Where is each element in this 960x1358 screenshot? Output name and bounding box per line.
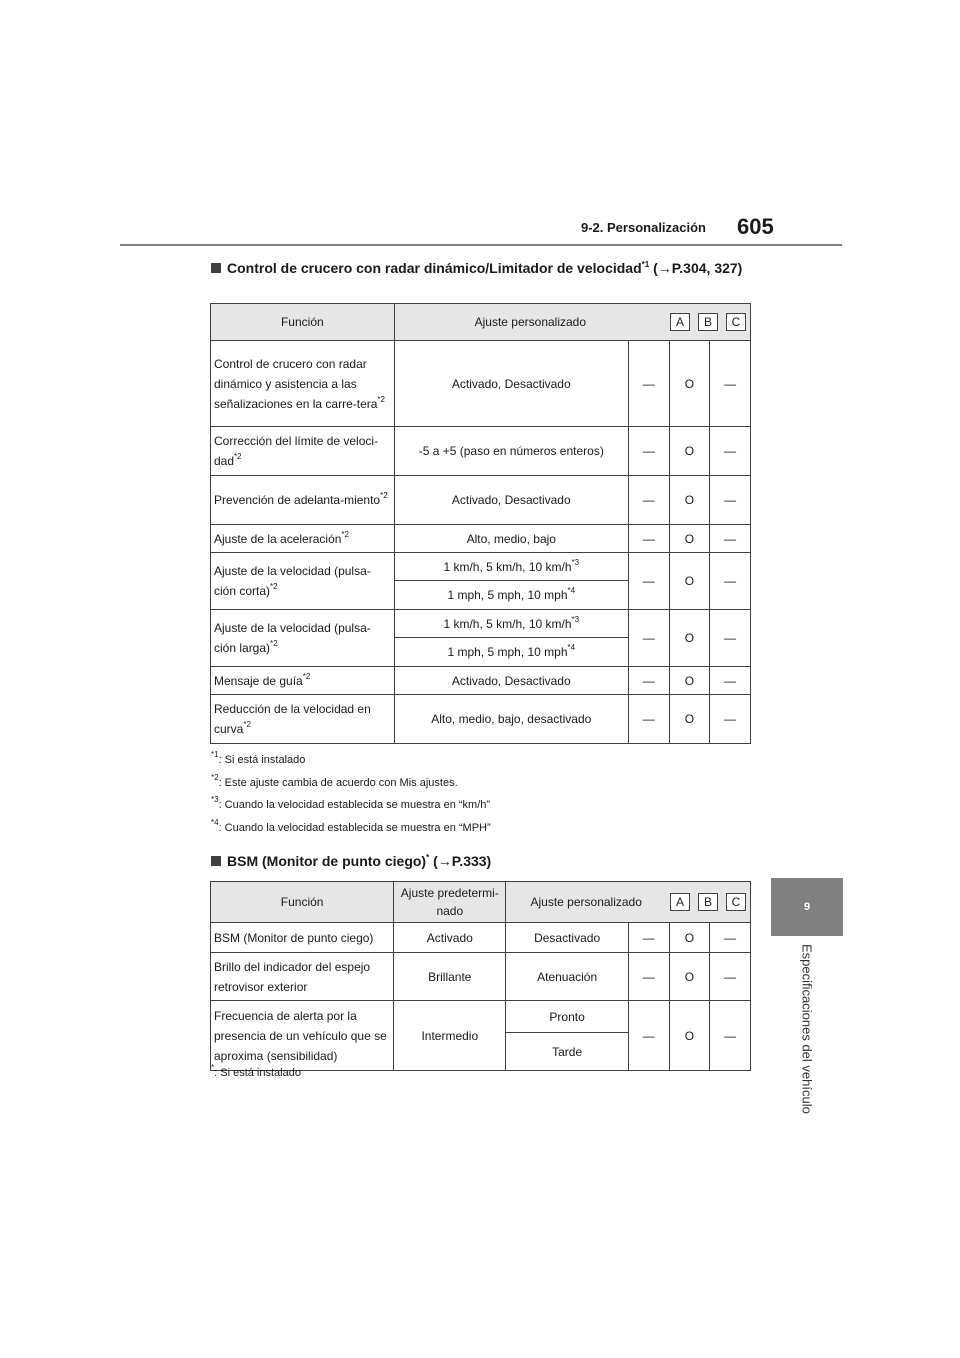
table-row [211, 953, 751, 1001]
col-c-cell: — [710, 341, 751, 427]
function-cell: Corrección del límite de veloci-dad$^{*2}$ [211, 427, 395, 476]
table-row [211, 553, 751, 581]
function-cell: Ajuste de la velocidad (pulsa-ción corta)$^{*2}$ [211, 553, 395, 610]
function-cell: Brillo del indicador del espejo retrovisor exterior [211, 953, 394, 1001]
function-cell: Mensaje de guía$^{*2}$ [211, 667, 395, 695]
section-title: 9-2. Personalización [581, 220, 706, 235]
custom-cell: Tarde [506, 1033, 628, 1071]
footnote: $^{*1}$: Si está instalado [211, 750, 306, 766]
value-cell: Alto, medio, bajo, desactivado [394, 695, 628, 744]
table-row [211, 427, 751, 476]
footnote: *: Si está instalado [211, 1063, 301, 1079]
col-b-cell: O [669, 667, 710, 695]
function-cell: Reducción de la velocidad en curva$^{*2}$ [211, 695, 395, 744]
col-header-custom: Ajuste personalizado A B C [394, 304, 750, 341]
col-c-cell: — [710, 553, 751, 610]
function-cell: Ajuste de la velocidad (pulsa-ción larga)$^{*2}$ [211, 610, 395, 667]
table-header-row [211, 882, 751, 923]
function-cell: Frecuencia de alerta por la presencia de un vehículo que se aproxima (sensibilidad) [211, 1001, 394, 1071]
col-a-cell: — [628, 1001, 669, 1071]
col-b-cell: O [669, 341, 710, 427]
col-a-cell: — [628, 923, 669, 953]
col-header-function: Función [211, 882, 394, 923]
value-cell: -5 a +5 (paso en números enteros) [394, 427, 628, 476]
default-cell: Activado [394, 923, 506, 953]
footnote: $^{*3}$: Cuando la velocidad establecida se muestra en “km/h” [211, 795, 491, 811]
col-a-cell: — [628, 553, 669, 610]
letter-c-box: C [726, 313, 746, 331]
col-b-cell: O [669, 553, 710, 610]
col-a-cell: — [628, 667, 669, 695]
col-c-cell: — [710, 525, 751, 553]
value-cell: 1 mph, 5 mph, 10 mph$^{*4}$ [394, 638, 628, 667]
col-c-cell: — [710, 1001, 751, 1071]
table-row [211, 923, 751, 953]
col-header-custom: Ajuste personalizado A B C [506, 882, 751, 923]
custom-cell: Pronto [506, 1001, 628, 1033]
value-cell: Alto, medio, bajo [394, 525, 628, 553]
col-b-cell: O [669, 953, 710, 1001]
col-b-cell: O [669, 427, 710, 476]
bullet-square-icon [211, 263, 221, 273]
bullet-square-icon [211, 856, 221, 866]
table-row [211, 667, 751, 695]
col-a-cell: — [628, 341, 669, 427]
col-a-cell: — [628, 476, 669, 525]
table-row [211, 1001, 751, 1033]
custom-cell: Atenuación [506, 953, 628, 1001]
col-a-cell: — [628, 525, 669, 553]
default-cell: Intermedio [394, 1001, 506, 1071]
col-b-cell: O [669, 923, 710, 953]
default-cell: Brillante [394, 953, 506, 1001]
table-row [211, 341, 751, 427]
col-a-cell: — [628, 427, 669, 476]
value-cell: Activado, Desactivado [394, 476, 628, 525]
chapter-tab: 9 [771, 878, 843, 936]
col-a-cell: — [628, 953, 669, 1001]
letter-c-box: C [726, 893, 746, 911]
acc-settings-table [210, 303, 751, 744]
function-cell: Control de crucero con radar dinámico y asistencia a las señalizaciones en la carre-tera$^{*2}$ [211, 341, 395, 427]
table-row [211, 476, 751, 525]
bsm-settings-table [210, 881, 751, 1071]
custom-cell: Desactivado [506, 923, 628, 953]
col-a-cell: — [628, 695, 669, 744]
table-row [211, 525, 751, 553]
footnote: $^{*4}$: Cuando la velocidad establecida se muestra en “MPH” [211, 818, 491, 834]
function-cell: BSM (Monitor de punto ciego) [211, 923, 394, 953]
col-c-cell: — [710, 923, 751, 953]
col-b-cell: O [669, 610, 710, 667]
table-header-row [211, 304, 751, 341]
value-cell: 1 km/h, 5 km/h, 10 $km/h^{*3}$ [394, 553, 628, 581]
col-a-cell: — [628, 610, 669, 667]
col-b-cell: O [669, 476, 710, 525]
value-cell: Activado, Desactivado [394, 667, 628, 695]
table-row [211, 610, 751, 638]
section1-heading: Control de crucero con radar dinámico/Limitador de velocidad$^{*1}$ (→P.304, 327) [211, 258, 751, 279]
col-c-cell: — [710, 695, 751, 744]
function-cell: Ajuste de la aceleración$^{*2}$ [211, 525, 395, 553]
page-number: 605 [737, 214, 774, 239]
letter-a-box: A [670, 313, 690, 331]
col-c-cell: — [710, 610, 751, 667]
function-cell: Prevención de adelanta-miento$^{*2}$ [211, 476, 395, 525]
table-row [211, 695, 751, 744]
section2-heading: BSM (Monitor de punto ciego)* (→P.333) [211, 851, 491, 872]
col-c-cell: — [710, 476, 751, 525]
letter-b-box: B [698, 893, 718, 911]
header-divider [120, 244, 842, 246]
letter-b-box: B [698, 313, 718, 331]
value-cell: 1 mph, 5 mph, 10 mph$^{*4}$ [394, 581, 628, 610]
chapter-label: Especificaciones del vehículo [799, 944, 815, 1114]
value-cell: Activado, Desactivado [394, 341, 628, 427]
col-c-cell: — [710, 427, 751, 476]
col-b-cell: O [669, 525, 710, 553]
letter-a-box: A [670, 893, 690, 911]
value-cell: 1 km/h, 5 km/h, 10 $km/h^{*3}$ [394, 610, 628, 638]
col-c-cell: — [710, 953, 751, 1001]
col-b-cell: O [669, 695, 710, 744]
col-b-cell: O [669, 1001, 710, 1071]
col-header-function: Función [211, 304, 395, 341]
col-c-cell: — [710, 667, 751, 695]
col-header-default: Ajuste predetermi-nado [394, 882, 506, 923]
footnote: $^{*2}$: Este ajuste cambia de acuerdo con Mis ajustes. [211, 773, 458, 789]
